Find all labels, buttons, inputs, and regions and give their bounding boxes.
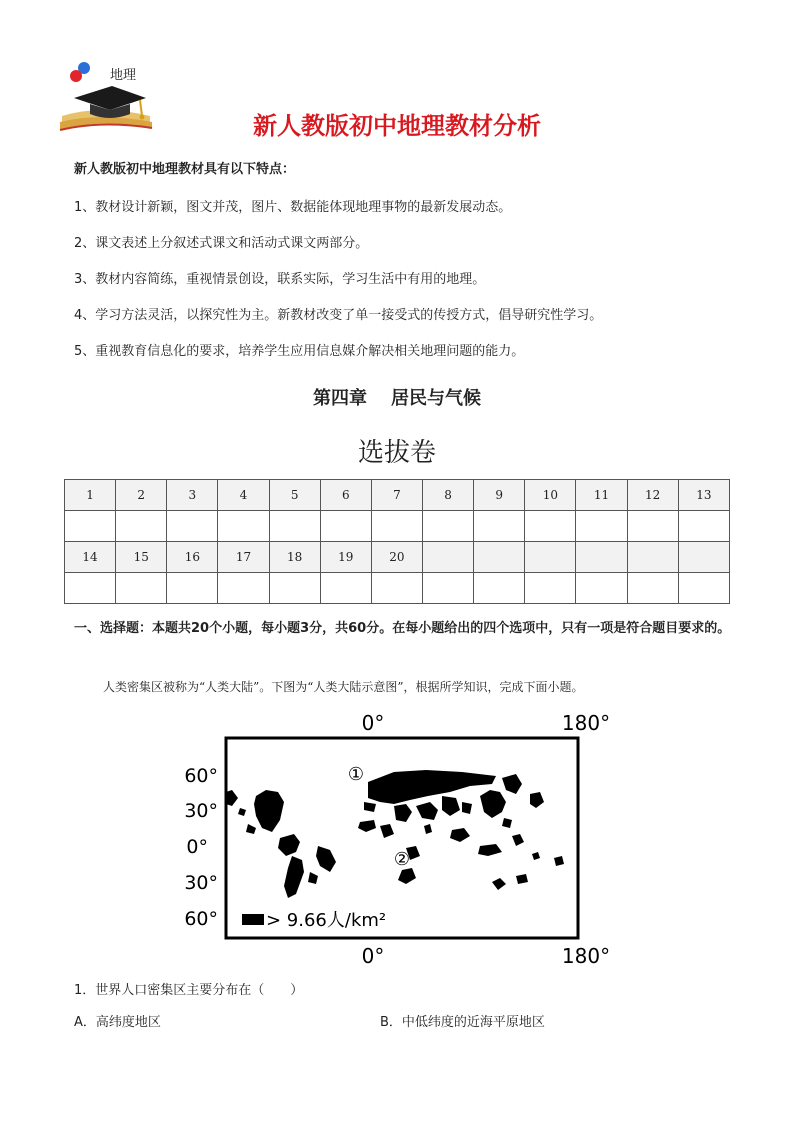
answer-cell: 15: [116, 542, 167, 573]
answer-table-blank-row: [65, 573, 730, 604]
answer-cell: [371, 573, 422, 604]
map-frame: [226, 738, 578, 938]
answer-cell: [627, 511, 678, 542]
answer-cell: 7: [371, 480, 422, 511]
answer-cell: 1: [65, 480, 116, 511]
answer-table-number-row: [65, 480, 730, 511]
answer-table-blank-row: [65, 511, 730, 542]
map-top-label: 0°: [361, 711, 385, 735]
map-marker-2: ②: [393, 849, 411, 870]
answer-cell: [576, 542, 627, 573]
answer-cell: [116, 573, 167, 604]
map-top-label: 180°: [561, 711, 611, 735]
chapter-heading: [0, 384, 794, 410]
answer-cell: 3: [167, 480, 218, 511]
feature-item: 4、学习方法灵活，以探究性为主。新教材改变了单一接受式的传授方式，倡导研究性学习。: [74, 308, 603, 323]
answer-cell: [116, 511, 167, 542]
answer-cell: [576, 511, 627, 542]
answer-cell: 11: [576, 480, 627, 511]
answer-cell: [474, 573, 525, 604]
answer-cell: [167, 511, 218, 542]
logo-label: 地理: [110, 68, 137, 83]
answer-table-number-row: [65, 542, 730, 573]
answer-cell: [422, 573, 473, 604]
answer-cell: [269, 511, 320, 542]
answer-cell: 19: [320, 542, 371, 573]
answer-cell: [65, 511, 116, 542]
map-lat-label: 60°: [184, 765, 218, 787]
answer-cell: [525, 511, 576, 542]
question-1-option-b: B．中低纬度的近海平原地区: [380, 1015, 545, 1030]
answer-cell: [525, 573, 576, 604]
answer-cell: 14: [65, 542, 116, 573]
answer-cell: [678, 511, 729, 542]
answer-cell: 18: [269, 542, 320, 573]
map-marker-1: ①: [347, 764, 365, 785]
answer-cell: [678, 542, 729, 573]
legend-label: > 9.66人/km²: [266, 910, 387, 931]
map-bottom-label: 0°: [361, 944, 385, 968]
answer-cell: [627, 573, 678, 604]
answer-cell: [218, 573, 269, 604]
answer-cell: 5: [269, 480, 320, 511]
answer-cell: [371, 511, 422, 542]
answer-cell: [320, 511, 371, 542]
answer-cell: 12: [627, 480, 678, 511]
map-lat-label: 30°: [184, 872, 218, 894]
exam-title: 选拔卷: [357, 438, 436, 468]
answer-cell: 6: [320, 480, 371, 511]
answer-cell: [65, 573, 116, 604]
answer-cell: [269, 573, 320, 604]
answer-cell: [474, 511, 525, 542]
map-lat-label: 0°: [186, 836, 208, 858]
passage-text: 人类密集区被称为“人类大陆”。下图为“人类大陆示意图”，根据所学知识，完成下面小题。: [103, 680, 584, 694]
answer-cell: [525, 542, 576, 573]
answer-cell: [474, 542, 525, 573]
answer-cell: 17: [218, 542, 269, 573]
question-1-stem: 1．世界人口密集区主要分布在（ ）: [74, 983, 304, 998]
feature-item: 1、教材设计新颖，图文并茂，图片、数据能体现地理事物的最新发展动态。: [74, 200, 512, 215]
answer-cell: [422, 542, 473, 573]
section-heading: 一、选择题：本题共20个小题，每小题3分，共60分。在每小题给出的四个选项中，只有一项是符合题目要求的。: [74, 621, 731, 636]
answer-cell: [167, 573, 218, 604]
chapter-number: 第四章: [313, 388, 367, 409]
chapter-name: 居民与气候: [391, 388, 481, 409]
answer-cell: [422, 511, 473, 542]
feature-item: 5、重视教育信息化的要求，培养学生应用信息媒介解决相关地理问题的能力。: [74, 344, 525, 359]
map-lat-label: 30°: [184, 800, 218, 822]
page-title: 新人教版初中地理教材分析: [253, 112, 541, 140]
answer-cell: 10: [525, 480, 576, 511]
answer-cell: [218, 511, 269, 542]
legend-swatch: [242, 914, 264, 925]
answer-cell: 13: [678, 480, 729, 511]
answer-cell: 16: [167, 542, 218, 573]
map-lat-label: 60°: [184, 908, 218, 930]
answer-cell: [576, 573, 627, 604]
question-1-option-a: A．高纬度地区: [74, 1015, 161, 1030]
population-map: [180, 706, 611, 976]
feature-item: 2、课文表述上分叙述式课文和活动式课文两部分。: [74, 236, 369, 251]
answer-cell: 20: [371, 542, 422, 573]
red-ball-icon: [70, 70, 82, 82]
feature-item: 3、教材内容简练，重视情景创设，联系实际，学习生活中有用的地理。: [74, 272, 486, 287]
answer-cell: 9: [474, 480, 525, 511]
answer-cell: 4: [218, 480, 269, 511]
answer-table: [64, 479, 730, 604]
answer-cell: 2: [116, 480, 167, 511]
map-bottom-label: 180°: [561, 944, 611, 968]
answer-cell: 8: [422, 480, 473, 511]
answer-cell: [627, 542, 678, 573]
answer-cell: [678, 573, 729, 604]
intro-lead: 新人教版初中地理教材具有以下特点：: [74, 162, 296, 177]
answer-cell: [320, 573, 371, 604]
